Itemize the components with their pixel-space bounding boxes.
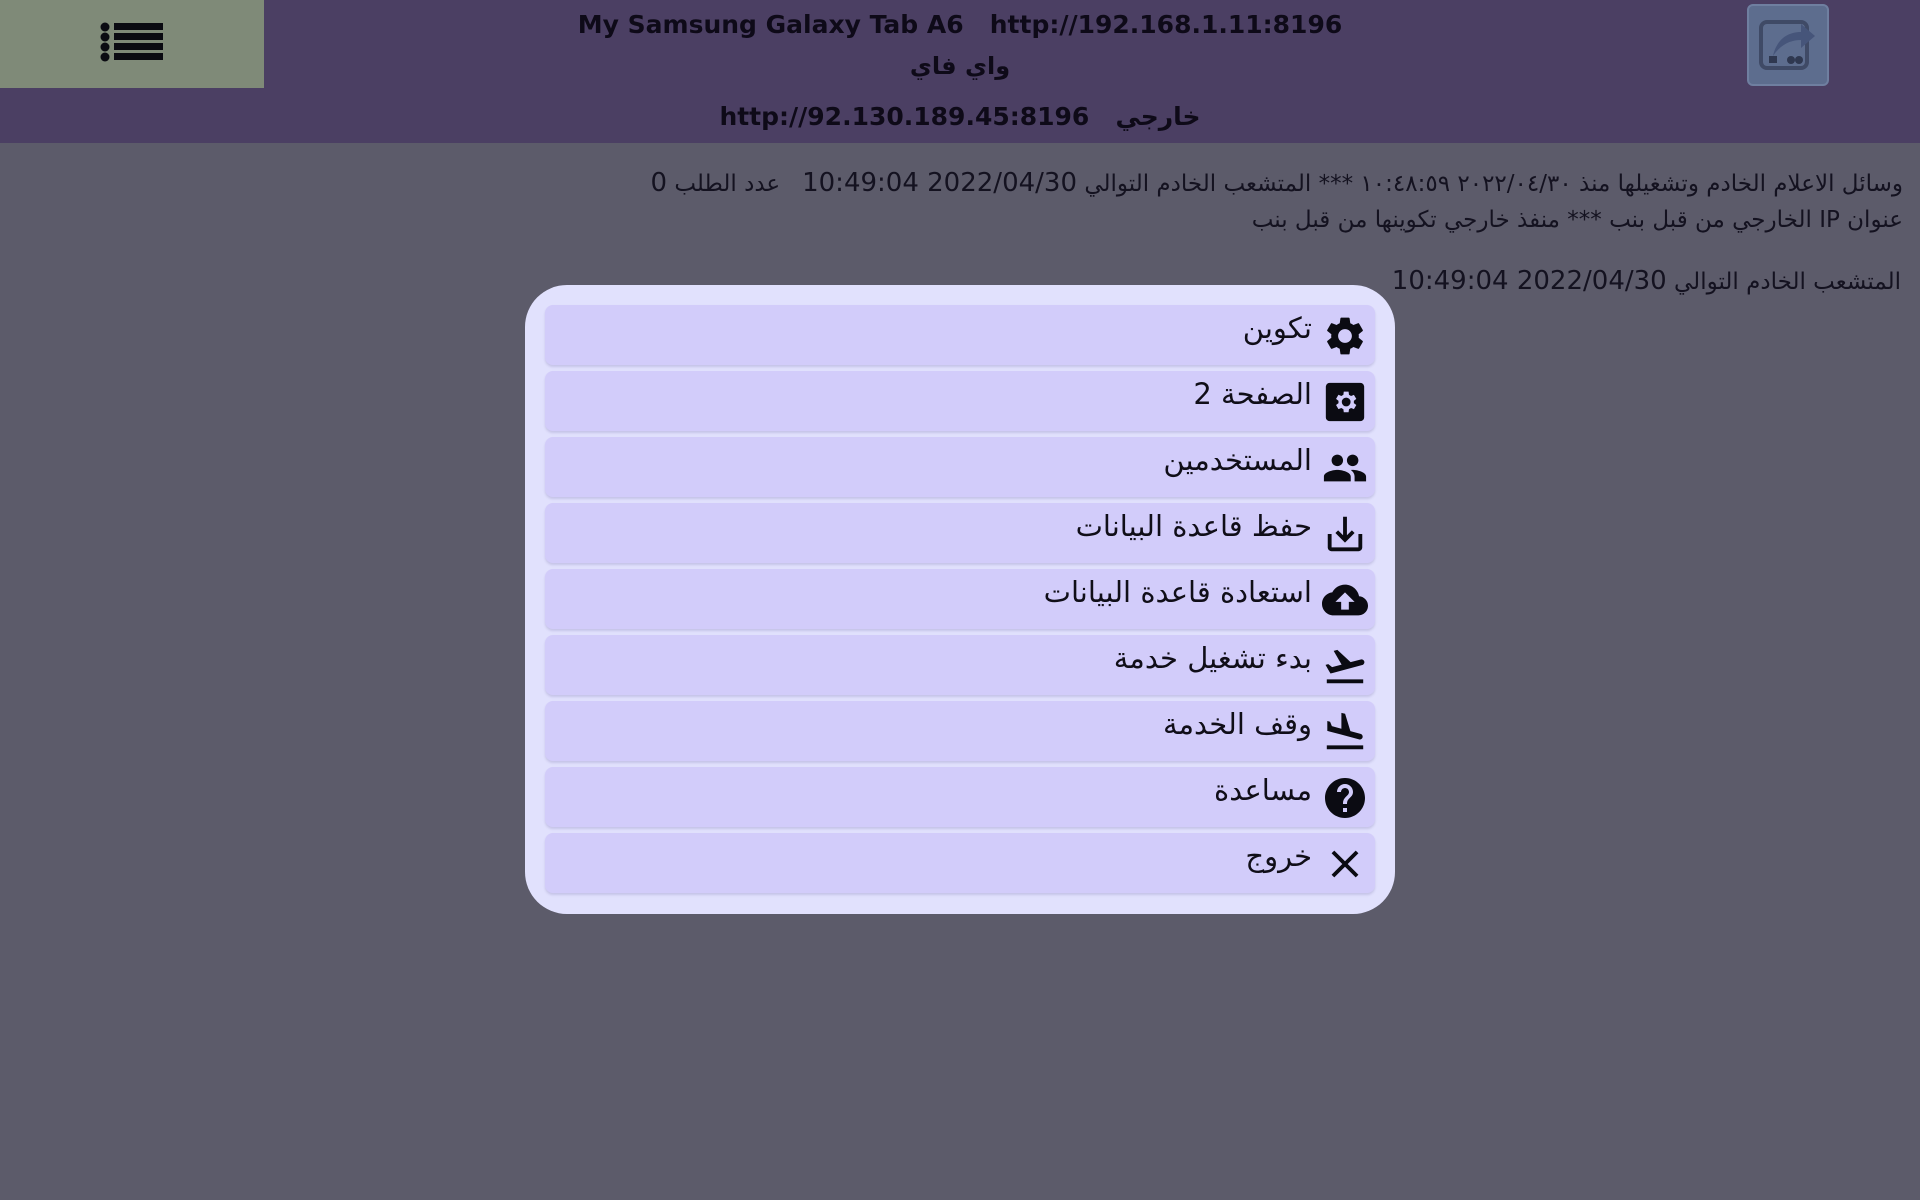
menu-item-label: وقف الخدمة <box>1162 707 1312 741</box>
menu-item-label: المستخدمين <box>1163 443 1312 477</box>
server-status-line <box>650 168 1903 198</box>
app-logo-icon[interactable] <box>1747 4 1829 86</box>
menu-item-label: خروج <box>1245 839 1312 873</box>
status-timestamp: 2022/04/30 10:49:04 <box>802 168 1077 198</box>
menu-item-label: استعادة قاعدة البيانات <box>1043 575 1312 609</box>
flight-land-icon <box>1320 708 1370 756</box>
close-icon <box>1320 840 1370 888</box>
menu-item-label: الصفحة 2 <box>1193 377 1312 411</box>
server-log-line <box>1392 266 1901 296</box>
menu-item-exit[interactable] <box>545 833 1375 893</box>
help-icon <box>1320 774 1370 822</box>
menu-item-save-database[interactable] <box>545 503 1375 563</box>
menu-item-label: حفظ قاعدة البيانات <box>1075 509 1312 543</box>
external-url[interactable]: http://92.130.189.45:8196 <box>719 102 1090 131</box>
main-menu-dialog <box>525 285 1395 914</box>
device-address: My Samsung Galaxy Tab A6 http://192.168.1.11:8196 <box>577 10 1343 39</box>
menu-item-settings[interactable] <box>545 305 1375 365</box>
cloud-upload-icon <box>1320 576 1370 624</box>
settings-box-icon <box>1320 378 1370 426</box>
wifi-label: واي فاي <box>909 52 1011 80</box>
menu-item-page-2[interactable] <box>545 371 1375 431</box>
menu-item-start-service[interactable] <box>545 635 1375 695</box>
top-bar <box>0 0 1920 143</box>
flight-takeoff-icon <box>1320 642 1370 690</box>
request-count-label: عدد الطلب <box>674 171 781 197</box>
request-count: 0 <box>650 168 668 198</box>
menu-item-stop-service[interactable] <box>545 701 1375 761</box>
menu-item-label: بدء تشغيل خدمة <box>1113 641 1312 675</box>
external-label: خارجي <box>1115 102 1201 131</box>
users-icon <box>1320 444 1370 492</box>
server-log-text: المتشعب الخادم التوالي <box>1674 269 1901 295</box>
upnp-status-line: عنوان IP الخارجي من قبل بنب *** منفذ خارجي تكوينها من قبل بنب <box>1251 207 1903 233</box>
menu-item-restore-database[interactable] <box>545 569 1375 629</box>
menu-item-users[interactable] <box>545 437 1375 497</box>
menu-item-label: مساعدة <box>1214 773 1312 807</box>
download-icon <box>1320 510 1370 558</box>
menu-item-help[interactable] <box>545 767 1375 827</box>
log-timestamp: 2022/04/30 10:49:04 <box>1391 266 1667 296</box>
gear-icon <box>1320 312 1370 360</box>
server-status-text: وسائل الاعلام الخادم وتشغيلها منذ ٢٠٢٢/٠٤/٣٠ ١٠:٤٨:٥٩ *** المتشعب الخادم التوالي <box>1084 171 1903 197</box>
external-address <box>0 102 1920 131</box>
menu-item-label: تكوين <box>1242 311 1312 345</box>
